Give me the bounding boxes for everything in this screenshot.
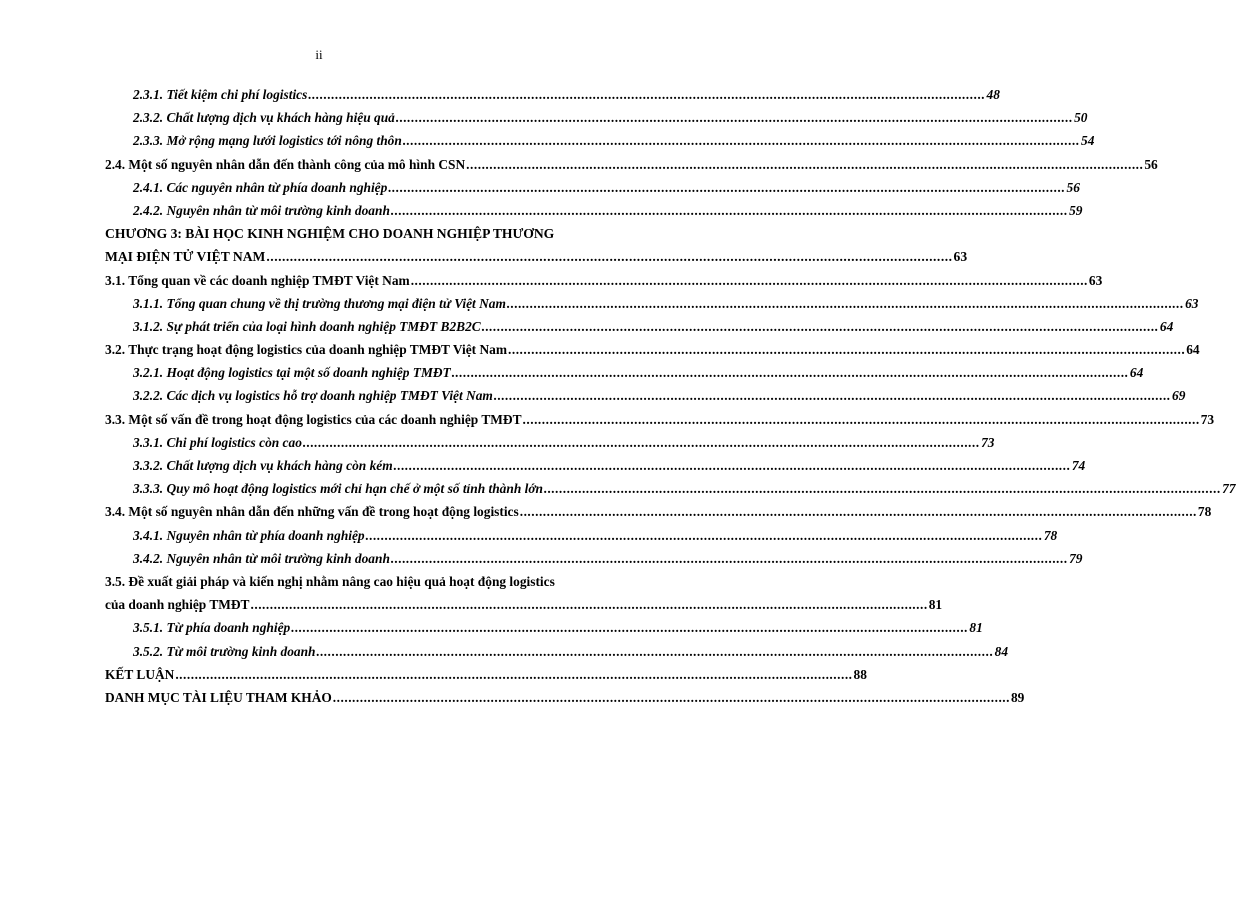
toc-entry-page: 69 — [1172, 388, 1186, 404]
toc-entry-page: 63 — [1185, 295, 1199, 311]
toc-entry[interactable] — [105, 434, 995, 452]
dot-leader — [394, 457, 1071, 475]
toc-entry-page: 74 — [1071, 458, 1086, 473]
toc-entry-page: 56 — [1066, 179, 1080, 195]
toc-entry-page: 89 — [1010, 689, 1025, 705]
dot-leader — [388, 179, 1065, 197]
dot-leader — [411, 272, 1088, 290]
dot-leader — [482, 318, 1159, 336]
toc-entry-title: 3.1.2. Sự phát triển của loại hình doanh nghiệp TMĐT B2B2C — [133, 318, 481, 334]
toc-entry-page: 56 — [1144, 156, 1158, 172]
dot-leader — [520, 503, 1197, 521]
toc-entry[interactable] — [105, 689, 1025, 707]
toc-entry-page: 54 — [1081, 133, 1095, 149]
toc-entry[interactable] — [105, 248, 968, 266]
dot-leader — [494, 387, 1171, 405]
toc-entry-title: 3.5. Đề xuất giải pháp và kiến nghị nhằm nâng cao hiệu quả hoạt động logistics — [105, 573, 555, 589]
dot-leader — [366, 527, 1043, 545]
dot-leader — [507, 295, 1184, 313]
toc-entry-page: 73 — [981, 434, 995, 450]
toc-entry-title: 3.2.2. Các dịch vụ logistics hỗ trợ doanh nghiệp TMĐT Việt Nam — [133, 388, 493, 404]
toc-entry-page: 73 — [1200, 411, 1215, 427]
toc-entry[interactable] — [105, 202, 1083, 220]
toc-entry-page: 81 — [928, 597, 943, 613]
toc-entry[interactable] — [105, 364, 1144, 382]
dot-leader — [544, 480, 1221, 498]
toc-entry-title: 3.3.3. Quy mô hoạt động logistics mới chỉ hạn chế ở một số tỉnh thành lớn — [133, 481, 543, 497]
toc-entry[interactable] — [105, 411, 1215, 429]
toc-entry[interactable] — [105, 132, 1095, 150]
toc-entry[interactable] — [105, 619, 983, 637]
toc-entry-title: 2.3.2. Chất lượng dịch vụ khách hàng hiệu quả — [133, 110, 395, 126]
toc-entry-page: 59 — [1069, 202, 1083, 218]
toc-entry-page: 50 — [1074, 110, 1088, 126]
toc-entry-title: 2.4.1. Các nguyên nhân từ phía doanh nghiệp — [133, 179, 388, 195]
toc-chapter-heading[interactable] — [105, 225, 575, 243]
toc-entry-page: 77 — [1222, 481, 1236, 497]
toc-entry-page: 64 — [1129, 365, 1144, 381]
page-number: ii — [315, 47, 323, 62]
toc-entry-page: 48 — [986, 87, 1000, 102]
toc-entry[interactable] — [105, 295, 1199, 313]
toc-entry[interactable] — [105, 666, 867, 684]
dot-leader — [308, 86, 985, 104]
toc-entry[interactable] — [105, 341, 1200, 359]
toc-entry-title: 3.2. Thực trạng hoạt động logistics của doanh nghiệp TMĐT Việt Nam — [105, 342, 508, 358]
toc-entry-title: DANH MỤC TÀI LIỆU THAM KHẢO — [105, 689, 332, 705]
toc-entry-title: 3.3. Một số vấn đề trong hoạt động logistics của các doanh nghiệp TMĐT — [105, 411, 522, 427]
toc-entry-title-continued: của doanh nghiệp TMĐT — [105, 597, 250, 613]
toc-entry[interactable] — [105, 156, 1158, 174]
toc-entry[interactable] — [105, 86, 1000, 104]
toc-entry-title: KẾT LUẬN — [105, 666, 175, 682]
dot-leader — [291, 619, 968, 637]
toc-entry-title: 2.4. Một số nguyên nhân dẫn đến thành công của mô hình CSN — [105, 156, 466, 172]
toc-entry[interactable] — [105, 387, 1186, 405]
toc-entry-page: 78 — [1043, 527, 1058, 543]
toc-entry-page: 63 — [1088, 272, 1103, 288]
toc-entry[interactable] — [105, 550, 1083, 568]
dot-leader — [396, 109, 1073, 127]
dot-leader — [316, 643, 993, 661]
toc-entry-page: 88 — [853, 666, 867, 682]
toc-entry[interactable] — [105, 272, 1103, 290]
dot-leader — [251, 596, 928, 614]
dot-leader — [466, 156, 1143, 174]
toc-entry-page: 79 — [1069, 550, 1083, 566]
toc-entry-page: 63 — [953, 249, 968, 265]
toc-entry-title: 3.4. Một số nguyên nhân dẫn đến những vấn đề trong hoạt động logistics — [105, 504, 519, 520]
toc-entry-title: 3.3.2. Chất lượng dịch vụ khách hàng còn kém — [133, 458, 393, 473]
toc-entry-page: 64 — [1159, 318, 1174, 334]
toc-entry[interactable] — [105, 457, 1086, 475]
toc-entry-title: 2.3.1. Tiết kiệm chi phí logistics — [133, 87, 308, 102]
toc-entry-page: 64 — [1186, 342, 1200, 358]
toc-entry-title: 3.5.2. Từ môi trường kinh doanh — [133, 643, 316, 659]
toc-entry[interactable] — [105, 527, 1058, 545]
toc-entry-title: 3.4.2. Nguyên nhân từ môi trường kinh doanh — [133, 550, 390, 566]
toc-entry-page: 81 — [969, 620, 983, 636]
dot-leader — [266, 248, 952, 266]
toc-entry-title: 3.4.1. Nguyên nhân từ phía doanh nghiệp — [133, 527, 365, 543]
toc-entry[interactable] — [105, 109, 1088, 127]
dot-leader — [391, 550, 1068, 568]
toc-entry[interactable] — [105, 480, 1236, 498]
dot-leader — [452, 364, 1129, 382]
toc-entry[interactable] — [105, 596, 943, 614]
toc-entry-title: 3.3.1. Chi phí logistics còn cao — [133, 434, 302, 450]
toc-entry[interactable] — [105, 643, 1009, 661]
dot-leader — [403, 132, 1080, 150]
toc-entry[interactable] — [105, 318, 1174, 336]
dot-leader — [523, 411, 1200, 429]
toc-entry-title: 2.4.2. Nguyên nhân từ môi trường kinh doanh — [133, 202, 390, 218]
toc-entry-title: CHƯƠNG 3: BÀI HỌC KINH NGHIỆM CHO DOANH NGHIỆP THƯƠNG — [105, 226, 555, 242]
toc-section-heading[interactable] — [105, 573, 575, 591]
toc-entry-page: 78 — [1197, 504, 1212, 520]
toc-entry-title: 3.1.1. Tổng quan chung về thị trường thương mại điện tử Việt Nam — [133, 295, 506, 311]
dot-leader — [333, 689, 1010, 707]
toc-entry-page: 84 — [994, 643, 1009, 659]
dot-leader — [391, 202, 1068, 220]
table-of-contents — [105, 86, 1236, 712]
toc-entry-title-continued: MẠI ĐIỆN TỬ VIỆT NAM — [105, 249, 266, 265]
toc-entry[interactable] — [105, 179, 1080, 197]
toc-entry-title: 3.2.1. Hoạt động logistics tại một số doanh nghiệp TMĐT — [133, 365, 451, 381]
toc-entry[interactable] — [105, 503, 1212, 521]
dot-leader — [303, 434, 980, 452]
dot-leader — [175, 666, 852, 684]
toc-entry-title: 3.1. Tổng quan về các doanh nghiệp TMĐT Việt Nam — [105, 272, 410, 288]
toc-entry-title: 3.5.1. Từ phía doanh nghiệp — [133, 620, 291, 636]
dot-leader — [508, 341, 1185, 359]
toc-entry-title: 2.3.3. Mở rộng mạng lưới logistics tới nông thôn — [133, 133, 402, 149]
